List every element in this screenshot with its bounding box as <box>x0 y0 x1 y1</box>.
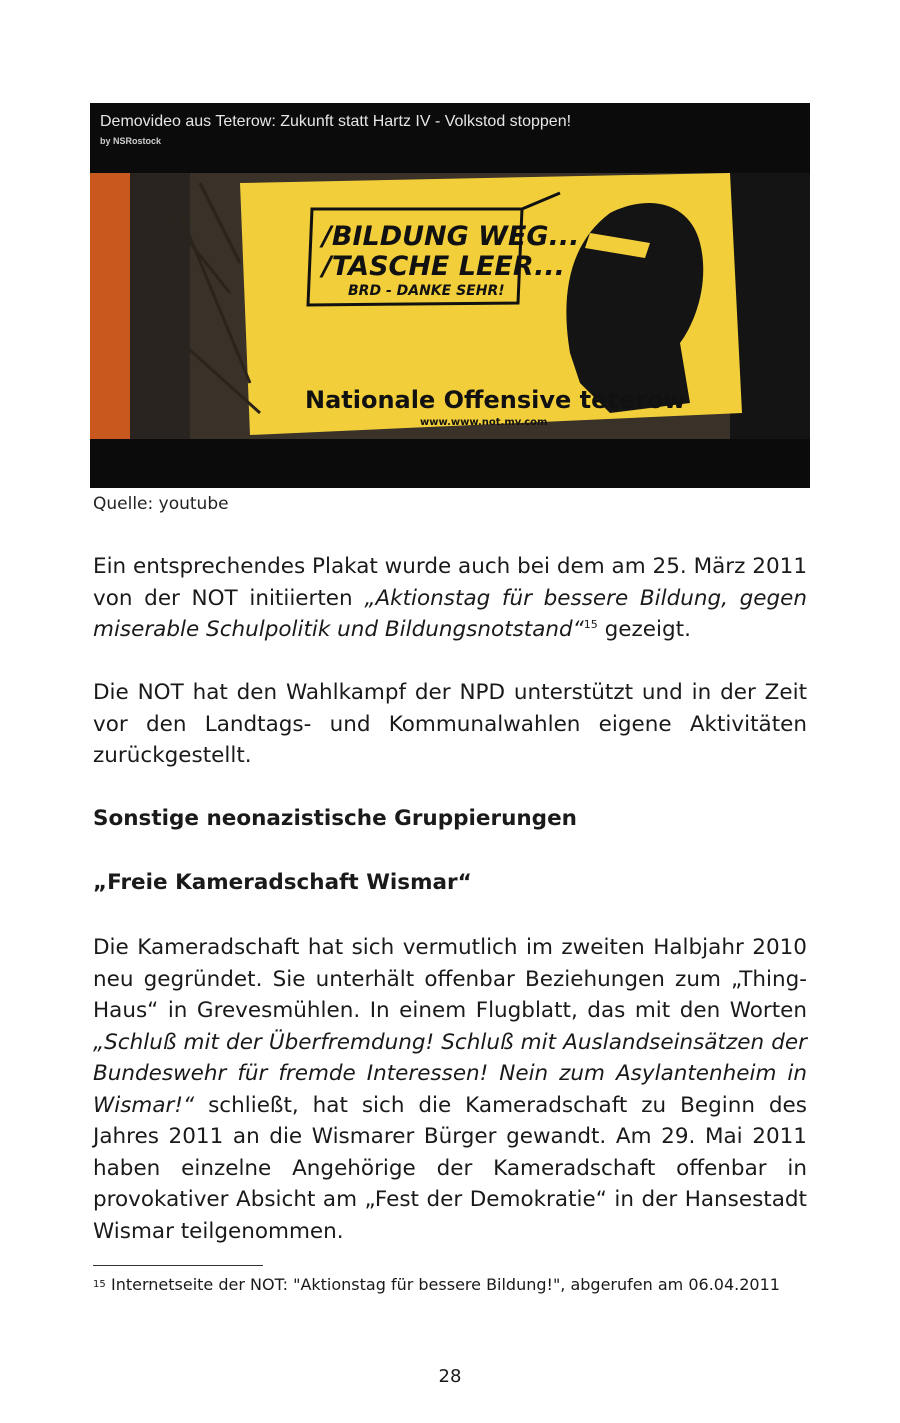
footnote <box>93 1273 807 1297</box>
footnote-text: Internetseite der NOT: "Aktionstag für bessere Bildung!", abgerufen am 06.04.2011 <box>111 1275 780 1294</box>
video-title: Demovideo aus Teterow: Zukunft statt Hartz IV - Volkstod stoppen! <box>100 113 572 130</box>
footnote-number: 15 <box>93 1279 106 1290</box>
footnote-reference: 15 <box>583 618 598 631</box>
paragraph-plakat <box>93 551 807 646</box>
paragraph-text: Die Kameradschaft hat sich vermutlich im zweiten Halbjahr 2010 neu gegründet. Sie unterhält offenbar Beziehungen zum „Thing-Haus“ in Grevesmühlen. In einem Flugblatt, das mit den Worten <box>93 935 807 1023</box>
paragraph-kameradschaft <box>93 932 807 1247</box>
subsection-heading: „Freie Kameradschaft Wismar“ <box>93 870 472 895</box>
banner-org: Nationale Offensive teterow <box>305 386 686 414</box>
video-screenshot <box>90 103 810 488</box>
banner-url: www.www.not.mv.com <box>420 417 548 428</box>
banner-line-3: BRD - DANKE SEHR! <box>348 283 505 299</box>
banner-line-2: /TASCHE LEER... <box>322 251 565 282</box>
page-number: 28 <box>438 1366 462 1387</box>
quoted-event-title: „Aktionstag für bessere Bildung, gegen miserable Schulpolitik und Bildungsnotstand“ <box>93 585 807 642</box>
paragraph-text: schließt, hat sich die Kameradschaft zu Beginn des Jahres 2011 an die Wismarer Bürger gewandt. Am 29. Mai 2011 haben einzelne Angehörige der Kameradschaft offenbar in provokativer Absicht am „Fest der Demokratie“ in der Hansestadt Wismar teilgenommen. <box>93 1092 807 1244</box>
section-heading: Sonstige neonazistische Gruppierungen <box>93 806 577 831</box>
quoted-flyer-text: „Schluß mit der Überfremdung! Schluß mit Auslandseinsätzen der Bundeswehr für fremde Interessen! Nein zum Asylantenheim in Wismar!“ <box>93 1029 807 1118</box>
dark-coat-shape <box>730 173 810 439</box>
image-caption: Quelle: youtube <box>93 494 229 514</box>
video-author: by NSRostock <box>100 136 162 146</box>
footnote-divider <box>93 1265 263 1266</box>
banner-photo <box>90 173 810 439</box>
paragraph-wahlkampf: Die NOT hat den Wahlkampf der NPD unterstützt und in der Zeit vor den Landtags- und Kommunalwahlen eigene Aktivitäten zurückgestellt. <box>93 680 807 768</box>
paragraph-text: gezeigt. <box>597 617 691 642</box>
banner-line-1: /BILDUNG WEG... <box>322 221 580 252</box>
paragraph-text: Ein entsprechendes Plakat wurde auch bei dem am 25. März 2011 von der NOT initiierten <box>93 554 807 611</box>
video-frame <box>90 173 810 439</box>
